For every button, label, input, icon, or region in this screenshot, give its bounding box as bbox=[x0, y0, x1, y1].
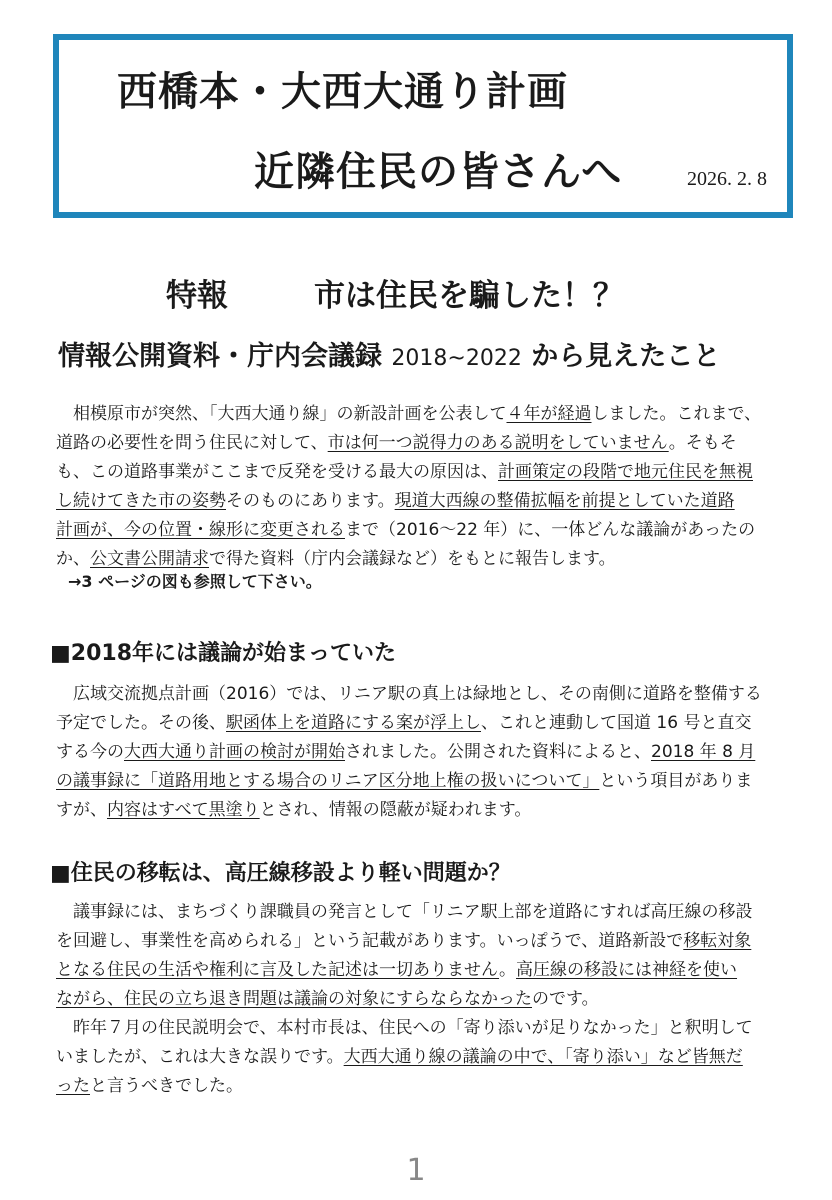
headline-text: 市は住民を騙した！？ bbox=[314, 278, 624, 314]
text-span: か、 bbox=[56, 549, 90, 569]
subheading-pre: 情報公開資料・庁内会議録 bbox=[58, 341, 392, 372]
underlined-text: 2018 年 8 月 bbox=[651, 742, 756, 762]
text-span: 広域交流拠点計画（2016）では、リニア駅の真上は緑地とし、その南側に道路を整備する bbox=[56, 684, 762, 704]
section-1-line-5 bbox=[56, 796, 792, 825]
subheading bbox=[58, 334, 720, 373]
text-span: しました。これまで、 bbox=[591, 404, 762, 424]
underlined-text: となる住民の生活や権利に言及した記述は一切ありません bbox=[56, 960, 500, 980]
text-span: 相模原市が突然、「大西大通り線」の新設計画を公表して bbox=[56, 404, 507, 424]
section-2-line-5 bbox=[56, 1014, 792, 1043]
intro-line-1 bbox=[56, 400, 792, 429]
subheading-post: から見えたこと bbox=[521, 341, 721, 372]
section-1-line-1 bbox=[56, 680, 792, 709]
text-span: を回避し、事業性を高められる」という記載があります。いっぽうで、道路新設で bbox=[56, 931, 684, 951]
intro-line-3 bbox=[56, 458, 792, 487]
text-span: で得た資料（庁内会議録など）をもとに報告します。 bbox=[209, 549, 616, 569]
text-span: のです。 bbox=[532, 989, 599, 1009]
text-span: 道路の必要性を問う住民に対して、 bbox=[56, 433, 328, 453]
text-span: 。そもそ bbox=[668, 433, 737, 453]
header-box bbox=[53, 34, 793, 218]
section-2-paragraph bbox=[56, 898, 792, 1101]
text-span: 。 bbox=[499, 960, 517, 980]
page-number: 1 bbox=[406, 1153, 426, 1188]
section-1-line-4 bbox=[56, 767, 792, 796]
section-2-heading: ■住民の移転は、高圧線移設より軽い問題か？ bbox=[50, 861, 511, 886]
title-line-1: 西橋本・大西大通り計画 bbox=[117, 69, 568, 115]
section-1-line-3 bbox=[56, 738, 792, 767]
issue-date: 2026. 2. 8 bbox=[687, 168, 767, 190]
intro-paragraph bbox=[56, 400, 792, 574]
text-span: 議事録には、まちづくり課職員の発言として「リニア駅上部を道路にすれば高圧線の移設 bbox=[56, 902, 753, 922]
underlined-text: ながら、住民の立ち退き問題は議論の対象にすらならなかった bbox=[56, 989, 532, 1009]
section-2-line-6 bbox=[56, 1043, 792, 1072]
intro-line-4 bbox=[56, 487, 792, 516]
text-span: 、これと連動して国道 16 号と直交 bbox=[481, 713, 752, 733]
headline-label: 特報 bbox=[166, 278, 228, 314]
underlined-text: 駅函体上を道路にする案が浮上し bbox=[226, 713, 481, 733]
text-span: されました。公開された資料によると、 bbox=[345, 742, 651, 762]
text-span: いましたが、これは大きな誤りです。 bbox=[56, 1047, 344, 1067]
section-2-line-7 bbox=[56, 1072, 792, 1101]
text-span: する今の bbox=[56, 742, 124, 762]
text-span: も、この道路事業がここまで反発を受ける最大の原因は、 bbox=[56, 462, 498, 482]
text-span: まで（2016～22 年）に、一体どんな議論があったの bbox=[345, 520, 756, 540]
text-span: と言うべきでした。 bbox=[90, 1076, 243, 1096]
underlined-text: 市は何一つ説得力のある説明をしていません bbox=[327, 433, 669, 453]
underlined-text: 計画が、今の位置・線形に変更される bbox=[56, 520, 345, 540]
underlined-text: った bbox=[56, 1076, 90, 1096]
underlined-text: 内容はすべて黒塗り bbox=[107, 800, 260, 820]
subheading-years: 2018~2022 bbox=[391, 346, 522, 371]
underlined-text: し続けてきた市の姿勢 bbox=[56, 491, 226, 511]
intro-line-5 bbox=[56, 516, 792, 545]
underlined-text: 高圧線の移設には神経を使い bbox=[516, 960, 738, 980]
section-1-paragraph bbox=[56, 680, 792, 825]
underlined-text: 計画策定の段階で地元住民を無視 bbox=[498, 462, 753, 482]
intro-line-2 bbox=[56, 429, 792, 458]
text-span: とされ、情報の隠蔽が疑われます。 bbox=[259, 800, 532, 820]
section-2-line-2 bbox=[56, 927, 792, 956]
underlined-text: 大西大通り線の議論の中で、「寄り添い」など皆無だ bbox=[343, 1047, 743, 1067]
underlined-text: ４年が経過 bbox=[506, 404, 592, 424]
section-2-line-1 bbox=[56, 898, 792, 927]
section-2-line-3 bbox=[56, 956, 792, 985]
section-2-line-4 bbox=[56, 985, 792, 1014]
text-span: という項目がありま bbox=[599, 771, 753, 791]
underlined-text: 公文書公開請求 bbox=[90, 549, 209, 569]
title-line-2: 近隣住民の皆さんへ bbox=[254, 149, 623, 195]
text-span: 昨年７月の住民説明会で、本村市長は、住民への「寄り添いが足りなかった」と釈明して bbox=[56, 1018, 753, 1038]
underlined-text: 移転対象 bbox=[683, 931, 752, 951]
text-span: 予定でした。その後、 bbox=[56, 713, 226, 733]
section-1-heading: ■2018年には議論が始まっていた bbox=[50, 641, 397, 666]
section-1-line-2 bbox=[56, 709, 792, 738]
text-span: そのものにあります。 bbox=[226, 491, 395, 511]
underlined-text: の議事録に「道路用地とする場合のリニア区分地上権の扱いについて」 bbox=[56, 771, 600, 791]
text-span: すが、 bbox=[56, 800, 107, 820]
underlined-text: 大西大通り計画の検討が開始 bbox=[124, 742, 345, 762]
underlined-text: 現道大西線の整備拡幅を前提としていた道路 bbox=[394, 491, 735, 511]
reference-note: →3 ページの図も参照して下さい。 bbox=[68, 572, 322, 591]
